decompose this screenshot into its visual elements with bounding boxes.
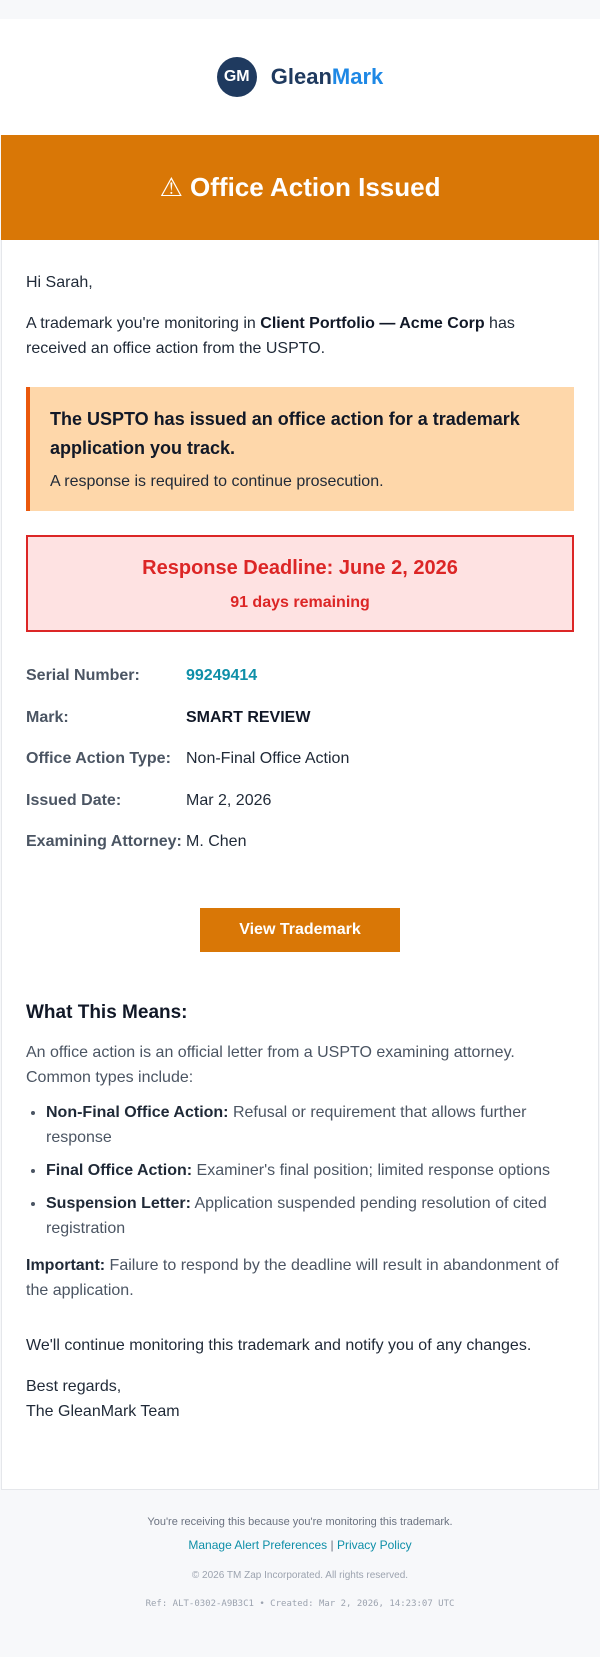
detail-row-issued: [26, 791, 574, 833]
brand-name: [271, 64, 384, 90]
important-text: Failure to respond by the deadline will result in abandonment of the application.: [26, 1256, 559, 1299]
type-desc: Refusal or requirement that allows further response: [46, 1103, 527, 1146]
cta-wrapper: [26, 908, 574, 952]
intro-text-after: has received an office action from the USPTO.: [26, 315, 515, 357]
footer-copyright: © 2026 TM Zap Incorporated. All rights reserved.: [191, 1570, 409, 1581]
serial-label: Serial Number:: [26, 667, 140, 684]
explain-intro: An office action is an official letter from a USPTO examining attorney. Common types include:: [26, 1043, 515, 1086]
banner-title: ⚠ Office Action Issued: [159, 172, 441, 202]
email-header: [0, 19, 600, 135]
email-body: [1, 240, 599, 1490]
privacy-policy-link[interactable]: Privacy Policy: [336, 1538, 412, 1552]
attorney-label: Examining Attorney:: [26, 833, 182, 850]
serial-number-link[interactable]: 99249414: [186, 667, 258, 684]
link-separator: |: [330, 1538, 334, 1552]
mark-value: SMART REVIEW: [186, 708, 311, 726]
closing-continue: We'll continue monitoring this trademark and notify you of any changes.: [26, 1336, 532, 1354]
type-term: Final Office Action:: [46, 1161, 193, 1179]
important-label: Important:: [26, 1256, 106, 1274]
deadline-title: Response Deadline: June 2, 2026: [142, 557, 458, 579]
footer-note: You're receiving this because you're monitoring this trademark.: [147, 1516, 453, 1528]
closing-regards: Best regards,: [26, 1377, 122, 1395]
email-footer: [0, 1490, 600, 1609]
type-label: Office Action Type:: [26, 750, 171, 767]
callout-title: The USPTO has issued an office action for a trademark application you track.: [50, 409, 520, 458]
list-item: [46, 1191, 574, 1241]
office-action-types-list: [26, 1100, 574, 1241]
greeting: Hi Sarah,: [26, 274, 93, 291]
type-value: Non-Final Office Action: [186, 750, 350, 767]
type-desc: Examiner's final position; limited response options: [192, 1161, 550, 1179]
deadline-box: [26, 535, 574, 632]
manage-preferences-link[interactable]: Manage Alert Preferences: [188, 1538, 328, 1552]
brand-name-part1: Glean: [270, 64, 332, 89]
view-trademark-button[interactable]: View Trademark: [200, 908, 400, 952]
alert-banner: [1, 135, 599, 240]
type-term: Suspension Letter:: [46, 1194, 191, 1212]
footer-reference: Ref: ALT-0302-A9B3C1 • Created: Mar 2, 2026, 14:23:07 UTC: [145, 1599, 455, 1609]
important-note: [26, 1253, 574, 1303]
list-item: [46, 1158, 574, 1183]
attorney-value: M. Chen: [186, 833, 247, 850]
mark-label: Mark:: [26, 708, 69, 726]
detail-row-type: [26, 749, 574, 791]
portfolio-name: Client Portfolio — Acme Corp: [260, 315, 485, 332]
brand-logo: GM: [217, 57, 257, 97]
brand-name-part2: Mark: [331, 64, 384, 89]
issued-value: Mar 2, 2026: [186, 791, 272, 809]
closing-team: The GleanMark Team: [26, 1402, 180, 1420]
intro-paragraph: [26, 311, 574, 361]
detail-row-attorney: [26, 832, 574, 874]
callout-subtext: A response is required to continue prosecution.: [50, 473, 384, 490]
detail-row-serial: [26, 666, 574, 708]
top-spacer: [0, 0, 600, 19]
issued-label: Issued Date:: [26, 791, 122, 809]
type-desc: Application suspended pending resolution of cited registration: [46, 1194, 547, 1237]
trademark-details: [26, 666, 574, 874]
explain-heading: What This Means:: [26, 1001, 188, 1023]
detail-row-mark: [26, 708, 574, 750]
deadline-days-remaining: 91 days remaining: [230, 594, 370, 611]
type-term: Non-Final Office Action:: [46, 1103, 229, 1121]
intro-text-before: A trademark you're monitoring in: [26, 315, 261, 332]
footer-links: [0, 1538, 600, 1552]
list-item: [46, 1100, 574, 1150]
office-action-callout: [26, 387, 574, 511]
